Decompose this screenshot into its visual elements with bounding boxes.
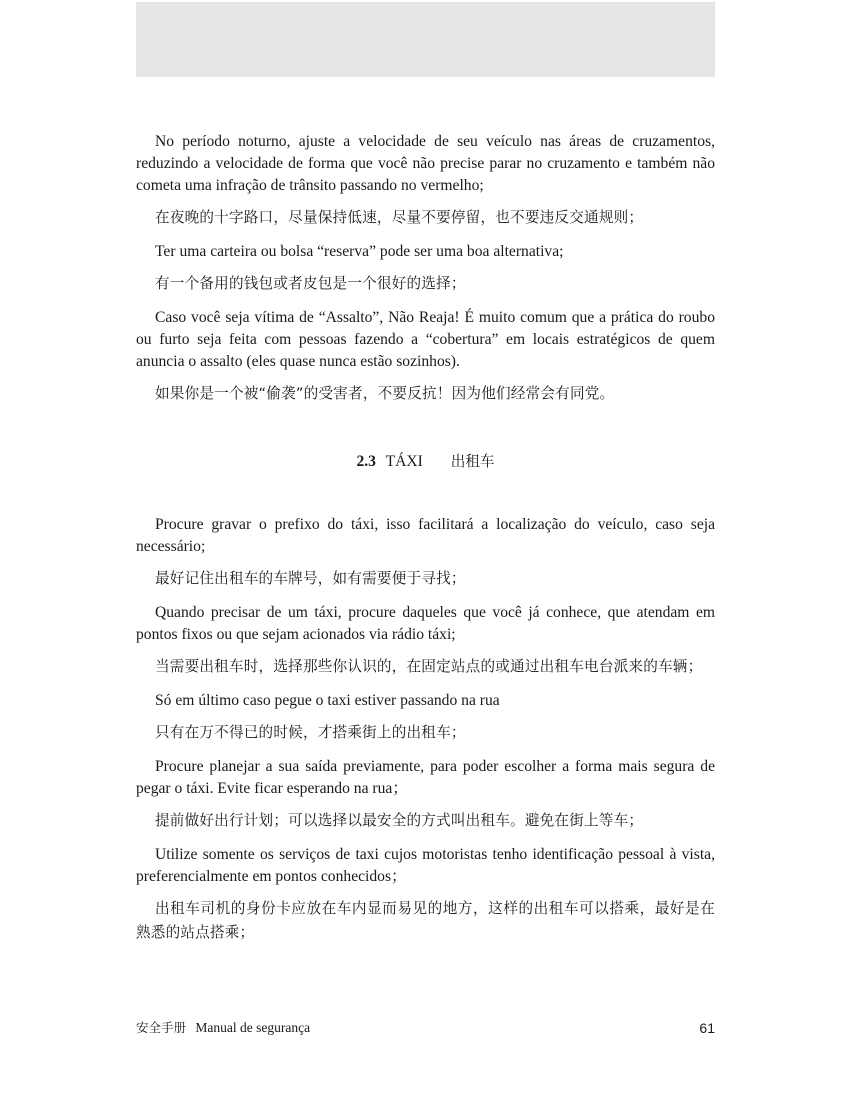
page-body: [136, 131, 715, 956]
paragraph-pt: Procure planejar a sua saída previamente, para poder escolher a forma mais segura de pegar o táxi. Evite ficar esperando na rua；: [136, 758, 715, 797]
paragraph-pt: Utilize somente os serviços de taxi cujos motoristas tenho identificação pessoal à vista, preferencialmente em pontos conhecidos；: [136, 846, 715, 885]
paragraph-zh: 提前做好出行计划；可以选择以最安全的方式叫出租车。避免在街上等车；: [155, 812, 644, 829]
paragraph-zh: 有一个备用的钱包或者皮包是一个很好的选择；: [155, 275, 466, 292]
paragraph-pt: Quando precisar de um táxi, procure daqueles que você já conhece, que atendam em pontos fixos ou que sejam acionados via rádio táxi;: [136, 604, 715, 643]
section-title-zh: 出租车: [450, 453, 495, 470]
header-band: [136, 2, 715, 77]
paragraph-zh: 在夜晚的十字路口，尽量保持低速，尽量不要停留，也不要违反交通规则；: [155, 209, 644, 226]
paragraph-pt: Procure gravar o prefixo do táxi, isso facilitará a localização do veículo, caso seja necessário;: [136, 516, 715, 555]
section-heading: [136, 450, 715, 471]
paragraph-zh: 只有在万不得已的时候，才搭乘街上的出租车；: [155, 724, 466, 741]
paragraph-pt: No período noturno, ajuste a velocidade de seu veículo nas áreas de cruzamentos, reduzindo a velocidade de forma que você não precise parar no cruzamento e também não cometa uma infração de trânsito passando no vermelho;: [136, 133, 715, 194]
paragraph-zh: 最好记住出租车的车牌号，如有需要便于寻找；: [155, 570, 466, 587]
page-number: 61: [699, 1020, 715, 1036]
paragraph-zh: 当需要出租车时，选择那些你认识的，在固定站点的或通过出租车电台派来的车辆；: [155, 658, 703, 675]
paragraph-pt: Caso você seja vítima de “Assalto”, Não Reaja! É muito comum que a prática do roubo ou furto seja feita com pessoas fazendo a “cobertura” em locais estratégicos de quem anuncia o assalto (eles quase nunca estão sozinhos).: [136, 309, 715, 370]
footer-title-zh: 安全手册: [136, 1020, 187, 1035]
section-title-pt: TÁXI: [385, 453, 423, 470]
paragraph-zh: 如果你是一个被“偷袭”的受害者，不要反抗！因为他们经常会有同党。: [155, 385, 615, 402]
footer-title: [136, 1018, 310, 1036]
paragraph-pt: Ter uma carteira ou bolsa “reserva” pode ser uma boa alternativa;: [155, 243, 564, 260]
paragraph-zh: 出租车司机的身份卡应放在车内显而易见的地方，这样的出租车可以搭乘，最好是在熟悉的站点搭乘；: [136, 900, 715, 941]
footer-title-pt: Manual de segurança: [195, 1020, 311, 1035]
paragraph-pt: Só em último caso pegue o taxi estiver passando na rua: [155, 692, 500, 709]
section-number: 2.3: [356, 453, 376, 470]
